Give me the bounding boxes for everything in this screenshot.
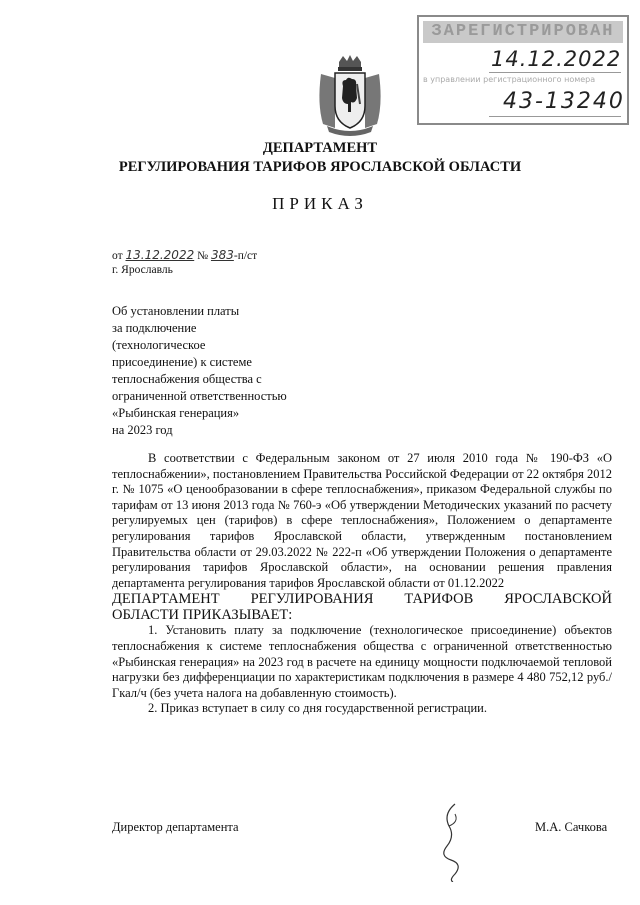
order-number: 383 [210,248,234,262]
stamp-divider [489,72,621,73]
department-line-1: ДЕПАРТАМЕНТ [262,140,378,156]
registration-stamp [417,15,629,125]
stamp-divider [489,116,621,117]
stamp-fine-print: в управлении регистрационного номера [423,75,596,84]
coat-of-arms-emblem [315,54,385,136]
order-item-2: 2. Приказ вступает в силу со дня государственной регистрации. [148,701,487,716]
stamp-date: 14.12.2022 [491,47,622,71]
subject-line: теплоснабжения общества с [112,372,262,386]
department-line-2: РЕГУЛИРОВАНИЯ ТАРИФОВ ЯРОСЛАВСКОЙ ОБЛАСТИ [118,159,522,175]
subject-line: ограниченной ответственностью [112,389,287,403]
handwritten-signature [425,800,485,882]
subject-line: присоединение) к системе [112,355,252,369]
subject-line: за подключение [112,321,197,335]
subject-line: Об установлении платы [112,304,240,318]
stamp-number: 43-13240 [503,89,625,114]
subject-line: (технологическое [112,338,206,352]
from-label: от [112,250,123,262]
order-item-1: 1. Установить плату за подключение (технологическое присоединение) объектов теплоснабжения к системе теплоснабжения общества с ограниченной ответственностью «Рыбинская генерация» на 2023 год в расчете на единицу мощности подключаемой тепловой нагрузки без дифференциации по характеристикам подключения в размере 4 480 752,12 руб./Гкал/ч (без учета налога на добавленную стоимость). [112,623,612,700]
order-number-suffix: -п/ст [233,250,258,262]
number-label: № [197,250,209,262]
city: г. Ярославль [112,264,173,276]
order-date-number [112,248,257,262]
order-date: 13.12.2022 [125,248,195,262]
order-body [112,451,612,717]
signatory-position: Директор департамента [112,820,239,834]
order-subject [112,303,352,439]
order-directive-line-1: ДЕПАРТАМЕНТ РЕГУЛИРОВАНИЯ ТАРИФОВ ЯРОСЛАВСКОЙ [112,591,612,608]
stamp-title: ЗАРЕГИСТРИРОВАН [423,21,623,43]
document-type-title: ПРИКАЗ [272,194,368,213]
subject-line: на 2023 год [112,423,173,437]
signatory-name: М.А. Сачкова [535,820,608,834]
preamble-paragraph: В соответствии с Федеральным законом от 27 июля 2010 года № 190-ФЗ «О теплоснабжении», постановлением Правительства Российской Федерации от 22 октября 2012 г. № 1075 «О ценообразовании в сфере теплоснабжения», приказом Федеральной службы по тарифам от 13 июня 2013 года № 760-э «Об утверждении Методических указаний по расчету регулируемых цен (тарифов) в сфере теплоснабжения», Положением о департаменте регулирования тарифов Ярославской области, утвержденным постановлением Правительства области от 29.03.2022 № 222-п «Об утверждении Положения о департаменте регулирования тарифов Ярославской области», на основании решения правления департамента регулирования тарифов Ярославской области от 01.12.2022 [112,451,612,590]
order-directive-line-2: ОБЛАСТИ ПРИКАЗЫВАЕТ: [112,607,293,624]
subject-line: «Рыбинская генерация» [112,406,240,420]
